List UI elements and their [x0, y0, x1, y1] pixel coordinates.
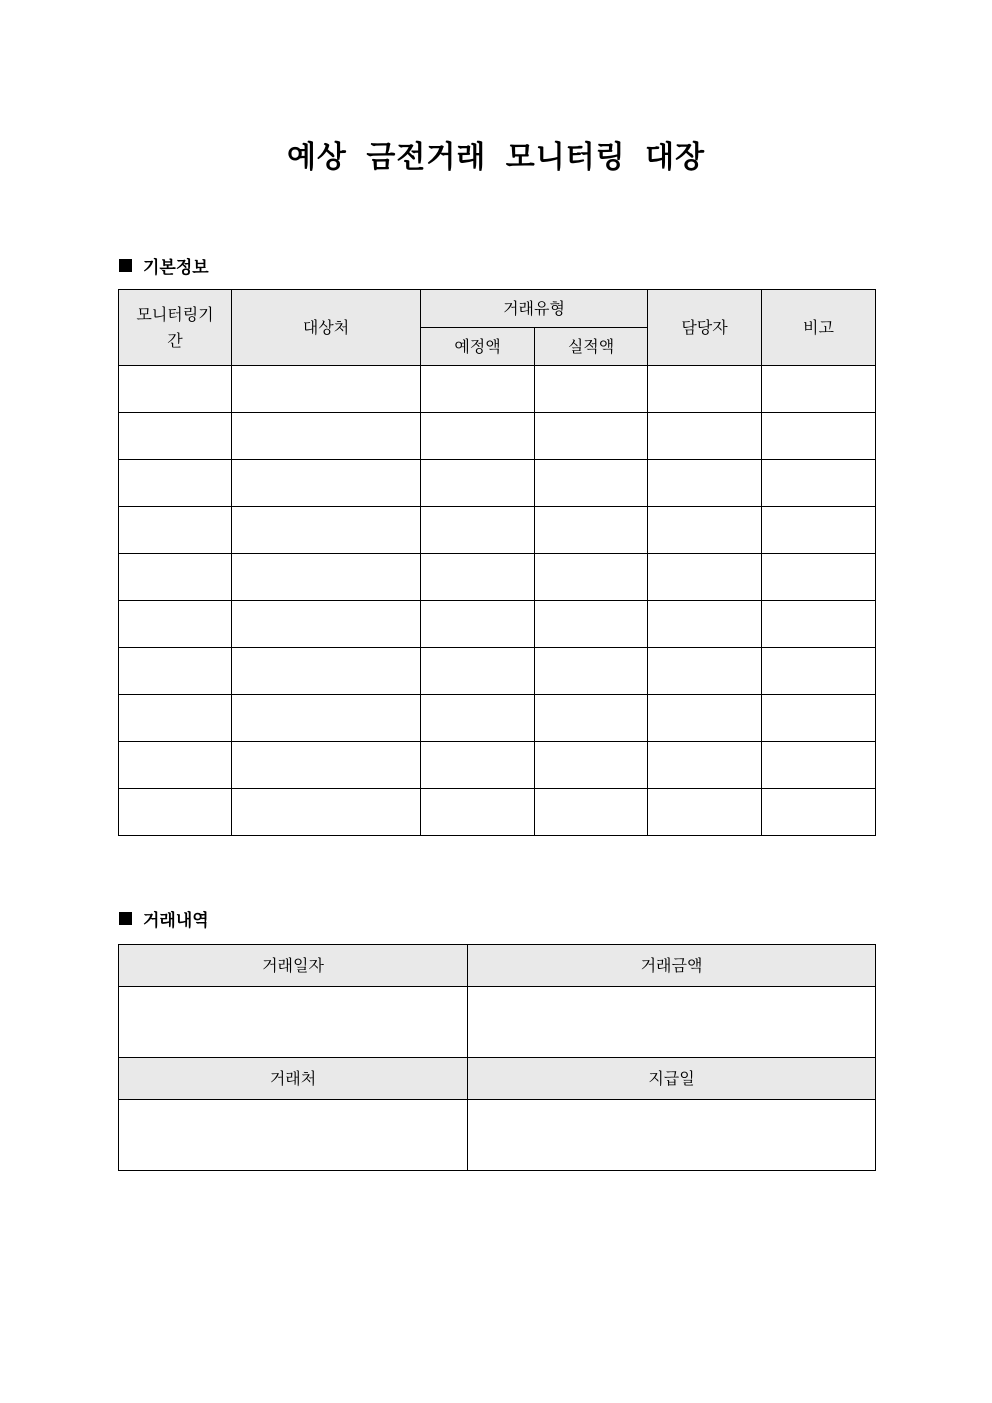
- square-bullet-icon: [119, 912, 132, 925]
- cell-note[interactable]: [762, 789, 876, 836]
- cell-target[interactable]: [232, 413, 421, 460]
- label-trade-date: 거래일자: [119, 945, 468, 987]
- cell-manager[interactable]: [648, 507, 762, 554]
- field-trade-amount[interactable]: [468, 987, 876, 1058]
- label-payment-date: 지급일: [468, 1058, 876, 1100]
- cell-expected-amount[interactable]: [421, 507, 535, 554]
- cell-target[interactable]: [232, 460, 421, 507]
- cell-manager[interactable]: [648, 460, 762, 507]
- table-row: [119, 507, 876, 554]
- section-heading-basic-info: [119, 253, 209, 278]
- cell-target[interactable]: [232, 601, 421, 648]
- cell-expected-amount[interactable]: [421, 742, 535, 789]
- cell-actual-amount[interactable]: [535, 695, 648, 742]
- cell-manager[interactable]: [648, 413, 762, 460]
- cell-actual-amount[interactable]: [535, 413, 648, 460]
- cell-target[interactable]: [232, 648, 421, 695]
- cell-period[interactable]: [119, 507, 232, 554]
- cell-period[interactable]: [119, 413, 232, 460]
- cell-manager[interactable]: [648, 789, 762, 836]
- table-row: [119, 789, 876, 836]
- cell-period[interactable]: [119, 789, 232, 836]
- cell-actual-amount[interactable]: [535, 601, 648, 648]
- header-note: 비고: [762, 290, 876, 366]
- cell-period[interactable]: [119, 554, 232, 601]
- field-trade-date[interactable]: [119, 987, 468, 1058]
- square-bullet-icon: [119, 259, 132, 272]
- header-monitoring-period: 모니터링기간: [119, 290, 232, 366]
- cell-note[interactable]: [762, 507, 876, 554]
- cell-period[interactable]: [119, 695, 232, 742]
- cell-period[interactable]: [119, 366, 232, 413]
- header-expected-amount: 예정액: [421, 328, 535, 366]
- cell-expected-amount[interactable]: [421, 695, 535, 742]
- cell-expected-amount[interactable]: [421, 554, 535, 601]
- field-payment-date[interactable]: [468, 1100, 876, 1171]
- label-trade-amount: 거래금액: [468, 945, 876, 987]
- cell-period[interactable]: [119, 601, 232, 648]
- cell-period[interactable]: [119, 648, 232, 695]
- cell-actual-amount[interactable]: [535, 554, 648, 601]
- header-target: 대상처: [232, 290, 421, 366]
- table-row: [119, 742, 876, 789]
- header-manager: 담당자: [648, 290, 762, 366]
- cell-period[interactable]: [119, 460, 232, 507]
- field-counterparty[interactable]: [119, 1100, 468, 1171]
- cell-manager[interactable]: [648, 366, 762, 413]
- header-actual-amount: 실적액: [535, 328, 648, 366]
- table-row: [119, 554, 876, 601]
- cell-note[interactable]: [762, 554, 876, 601]
- cell-manager[interactable]: [648, 742, 762, 789]
- table-row: [119, 413, 876, 460]
- cell-actual-amount[interactable]: [535, 366, 648, 413]
- cell-note[interactable]: [762, 601, 876, 648]
- cell-actual-amount[interactable]: [535, 742, 648, 789]
- table-row: [119, 366, 876, 413]
- cell-manager[interactable]: [648, 695, 762, 742]
- cell-expected-amount[interactable]: [421, 366, 535, 413]
- table-row: [119, 648, 876, 695]
- label-counterparty: 거래처: [119, 1058, 468, 1100]
- basic-info-table: [118, 289, 876, 836]
- cell-manager[interactable]: [648, 601, 762, 648]
- cell-actual-amount[interactable]: [535, 789, 648, 836]
- cell-note[interactable]: [762, 460, 876, 507]
- cell-manager[interactable]: [648, 554, 762, 601]
- cell-expected-amount[interactable]: [421, 601, 535, 648]
- cell-expected-amount[interactable]: [421, 648, 535, 695]
- cell-note[interactable]: [762, 742, 876, 789]
- section-heading-trade-details: [119, 906, 209, 931]
- cell-period[interactable]: [119, 742, 232, 789]
- cell-target[interactable]: [232, 742, 421, 789]
- header-trade-type: 거래유형: [421, 290, 648, 328]
- cell-expected-amount[interactable]: [421, 413, 535, 460]
- cell-target[interactable]: [232, 554, 421, 601]
- section-heading-label: 기본정보: [143, 258, 209, 278]
- cell-manager[interactable]: [648, 648, 762, 695]
- cell-target[interactable]: [232, 695, 421, 742]
- cell-expected-amount[interactable]: [421, 789, 535, 836]
- cell-note[interactable]: [762, 648, 876, 695]
- cell-note[interactable]: [762, 413, 876, 460]
- trade-details-table: [118, 944, 876, 1171]
- section-heading-label: 거래내역: [143, 911, 209, 931]
- cell-note[interactable]: [762, 366, 876, 413]
- cell-target[interactable]: [232, 366, 421, 413]
- table-row: [119, 601, 876, 648]
- page-title: 예상 금전거래 모니터링 대장: [286, 140, 706, 175]
- basic-info-table-body: [119, 366, 876, 836]
- cell-target[interactable]: [232, 789, 421, 836]
- cell-note[interactable]: [762, 695, 876, 742]
- table-row: [119, 460, 876, 507]
- cell-expected-amount[interactable]: [421, 460, 535, 507]
- cell-target[interactable]: [232, 507, 421, 554]
- table-row: [119, 695, 876, 742]
- cell-actual-amount[interactable]: [535, 507, 648, 554]
- cell-actual-amount[interactable]: [535, 460, 648, 507]
- cell-actual-amount[interactable]: [535, 648, 648, 695]
